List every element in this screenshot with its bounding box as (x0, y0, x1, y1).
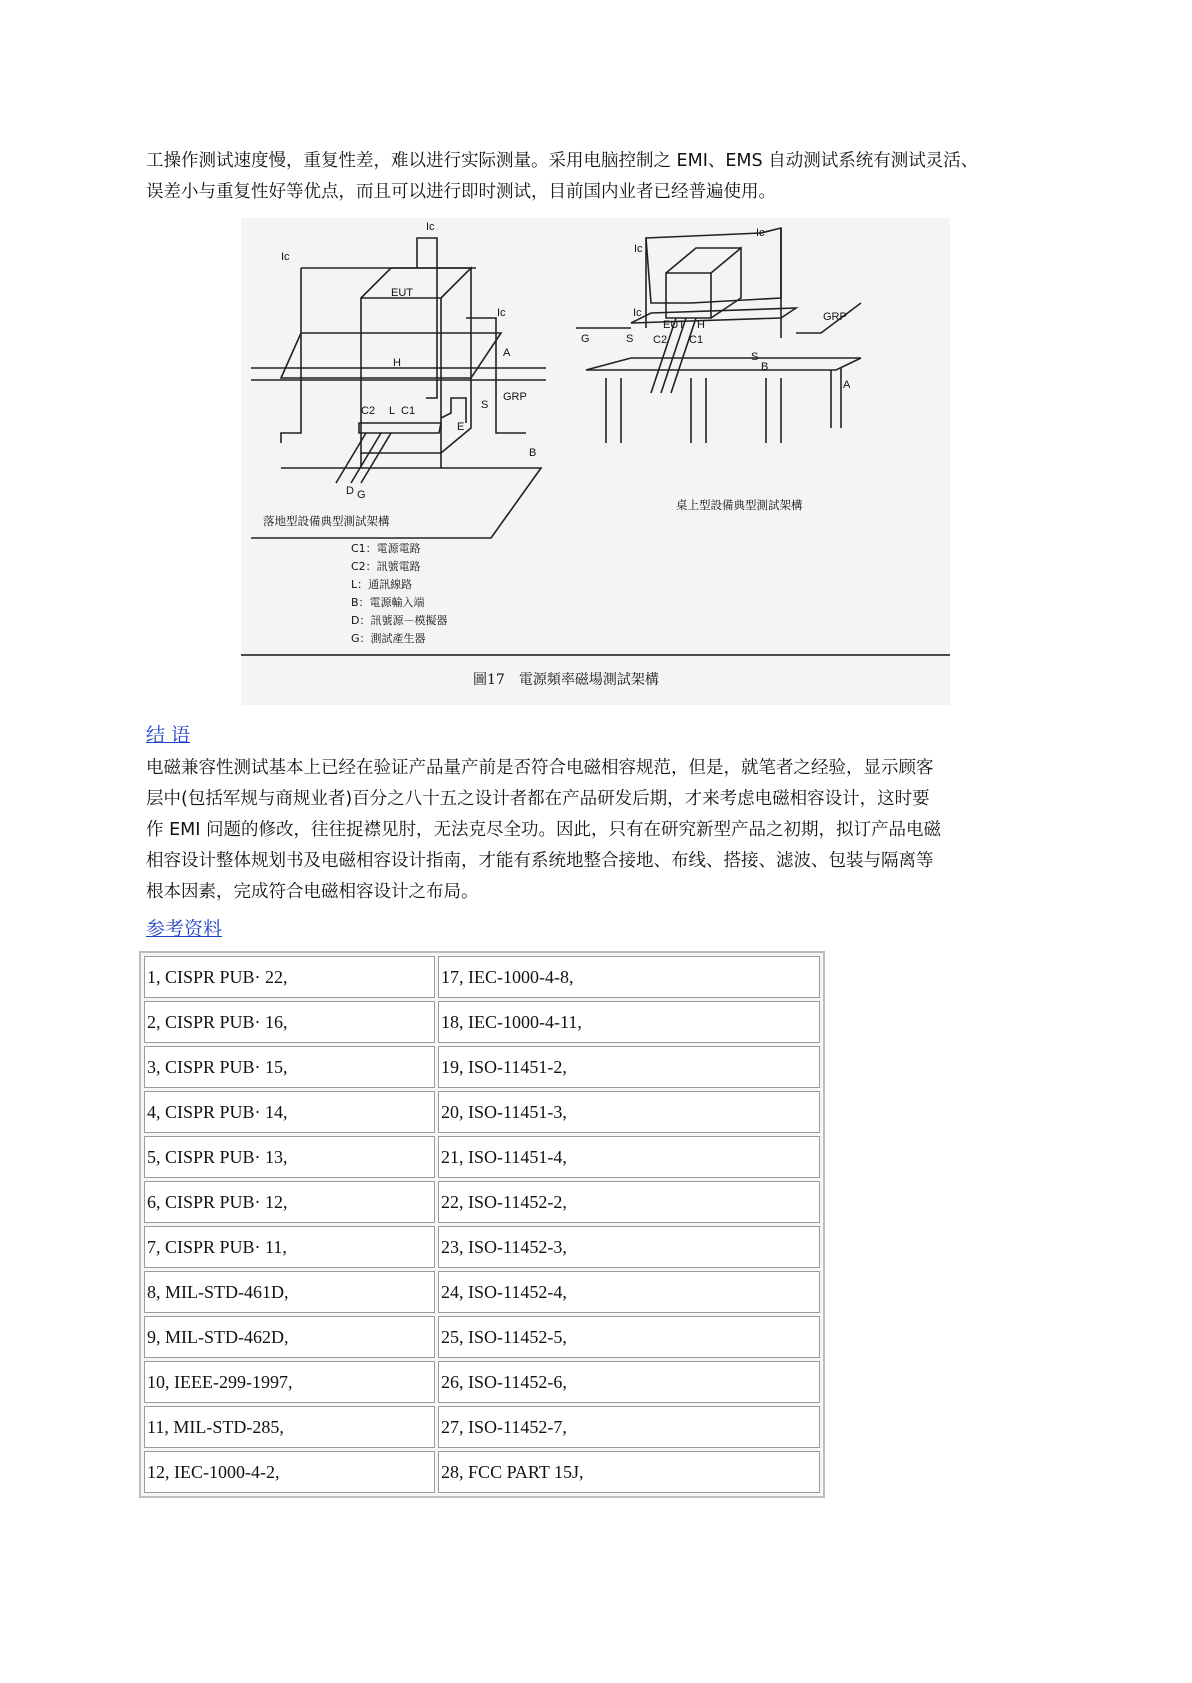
intro-line: 工操作测试速度慢，重复性差，难以进行实际测量。采用电脑控制之 EMI、EMS 自动测试系统有测试灵活、 (146, 151, 979, 171)
reference-cell: 18, IEC-1000-4-11, (438, 1001, 820, 1043)
right-grp-line (576, 303, 861, 333)
conclusion-paragraph (146, 753, 1051, 908)
left-loop-vertical (417, 238, 437, 398)
right-ic-left: Ic (634, 243, 643, 255)
right-eut-label: EUT (663, 319, 685, 331)
left-ic-left: Ic (281, 251, 290, 263)
conclusion-heading-link[interactable]: 结 语 (146, 724, 191, 746)
left-c1-label: C1 (401, 405, 416, 417)
reference-cell: 7, CISPR PUB· 11, (144, 1226, 435, 1268)
right-b-label: B (761, 361, 769, 373)
legend-item: B：電源輸入端 (351, 596, 425, 609)
legend-item: L：通訊線路 (351, 578, 413, 591)
left-d-label: D (346, 485, 354, 497)
right-a-label: A (843, 379, 851, 391)
right-ic-top: Ic (756, 227, 765, 239)
reference-cell: 26, ISO-11452-6, (438, 1361, 820, 1403)
table-row (144, 1046, 820, 1088)
table-row (144, 1271, 820, 1313)
legend-item: G：測試產生器 (351, 632, 426, 645)
left-loop-right (466, 318, 526, 433)
reference-cell: 8, MIL-STD-461D, (144, 1271, 435, 1313)
reference-cell: 23, ISO-11452-3, (438, 1226, 820, 1268)
left-stand (361, 453, 441, 468)
right-ic-mid: Ic (633, 307, 642, 319)
right-s2-label: S (751, 351, 759, 363)
references-heading-link[interactable]: 参考资料 (146, 918, 223, 940)
figure-caption: 圖17 電源頻率磁場測試架構 (473, 672, 659, 688)
reference-cell: 21, ISO-11451-4, (438, 1136, 820, 1178)
left-h-label: H (393, 357, 401, 369)
right-c2-label: C2 (653, 334, 668, 346)
legend-item: C2：訊號電路 (351, 560, 421, 573)
right-h-label: H (697, 319, 705, 331)
table-row (144, 1406, 820, 1448)
reference-cell: 28, FCC PART 15J, (438, 1451, 820, 1493)
reference-cell: 22, ISO-11452-2, (438, 1181, 820, 1223)
reference-cell: 3, CISPR PUB· 15, (144, 1046, 435, 1088)
table-row (144, 1181, 820, 1223)
left-ic-right: Ic (497, 307, 506, 319)
reference-cell: 2, CISPR PUB· 16, (144, 1001, 435, 1043)
left-grp-label: GRP (503, 391, 527, 403)
intro-line: 误差小与重复性好等优点，而且可以进行即时测试，目前国内业者已经普遍使用。 (146, 182, 776, 202)
conclusion-line: 相容设计整体规划书及电磁相容设计指南，才能有系统地整合接地、布线、搭接、滤波、包装与隔离等 (146, 851, 934, 871)
intro-paragraph (146, 146, 1051, 208)
table-row (144, 1001, 820, 1043)
reference-cell: 5, CISPR PUB· 13, (144, 1136, 435, 1178)
reference-cell: 19, ISO-11451-2, (438, 1046, 820, 1088)
table-row (144, 1361, 820, 1403)
conclusion-line: 层中(包括军规与商规业者)百分之八十五之设计者都在产品研发后期，才来考虑电磁相容设计，这时要 (146, 789, 930, 809)
reference-cell: 11, MIL-STD-285, (144, 1406, 435, 1448)
right-s-label: S (626, 333, 634, 345)
right-c1-label: C1 (689, 334, 704, 346)
table-row (144, 1091, 820, 1133)
reference-cell: 17, IEC-1000-4-8, (438, 956, 820, 998)
right-table-legs (606, 368, 841, 443)
reference-cell: 9, MIL-STD-462D, (144, 1316, 435, 1358)
left-s-label: S (481, 399, 489, 411)
left-setup-title: 落地型設備典型測試架構 (263, 514, 390, 528)
table-row (144, 1226, 820, 1268)
left-c2-label: C2 (361, 405, 376, 417)
left-loop-side (281, 268, 476, 443)
left-l-label: L (389, 405, 396, 417)
left-g-label: G (357, 489, 366, 501)
left-ic-top: Ic (426, 221, 435, 233)
left-a-label: A (503, 347, 511, 359)
reference-cell: 12, IEC-1000-4-2, (144, 1451, 435, 1493)
table-row (144, 1451, 820, 1493)
reference-cell: 25, ISO-11452-5, (438, 1316, 820, 1358)
left-eut-front (361, 298, 441, 453)
table-row (144, 1316, 820, 1358)
legend-item: D：訊號源－模擬器 (351, 614, 448, 627)
conclusion-line: 电磁兼容性测试基本上已经在验证产品量产前是否符合电磁相容规范，但是，就笔者之经验，显示顾客 (146, 758, 934, 778)
reference-cell: 1, CISPR PUB· 22, (144, 956, 435, 998)
right-g-label: G (581, 333, 590, 345)
left-cable-bundle (336, 433, 391, 483)
reference-cell: 10, IEEE-299-1997, (144, 1361, 435, 1403)
left-eut-side (441, 268, 471, 453)
conclusion-line: 根本因素，完成符合电磁相容设计之布局。 (146, 882, 479, 902)
left-e-label: E (457, 421, 465, 433)
reference-cell: 4, CISPR PUB· 14, (144, 1091, 435, 1133)
reference-cell: 20, ISO-11451-3, (438, 1091, 820, 1133)
table-row (144, 956, 820, 998)
right-grp-label: GRP (823, 311, 847, 323)
test-setup-diagram (241, 218, 950, 705)
right-eut-box (666, 248, 741, 318)
left-eut-label: EUT (391, 287, 413, 299)
left-coupler (359, 423, 441, 433)
reference-cell: 24, ISO-11452-4, (438, 1271, 820, 1313)
conclusion-line: 作 EMI 问题的修改，往往捉襟见肘，无法克尽全功。因此，只有在研究新型产品之初期，拟订产品电磁 (146, 820, 941, 840)
references-table (139, 951, 825, 1498)
test-setup-figure (241, 218, 950, 705)
left-b-label: B (529, 447, 537, 459)
table-row (144, 1136, 820, 1178)
reference-cell: 6, CISPR PUB· 12, (144, 1181, 435, 1223)
left-loop-horizontal (281, 333, 501, 378)
right-setup-title: 桌上型設備典型測試架構 (676, 498, 803, 512)
right-table-top (586, 358, 861, 370)
left-cable-right (441, 398, 466, 423)
legend-item: C1：電源電路 (351, 542, 421, 555)
reference-cell: 27, ISO-11452-7, (438, 1406, 820, 1448)
left-eut-top (361, 268, 471, 298)
